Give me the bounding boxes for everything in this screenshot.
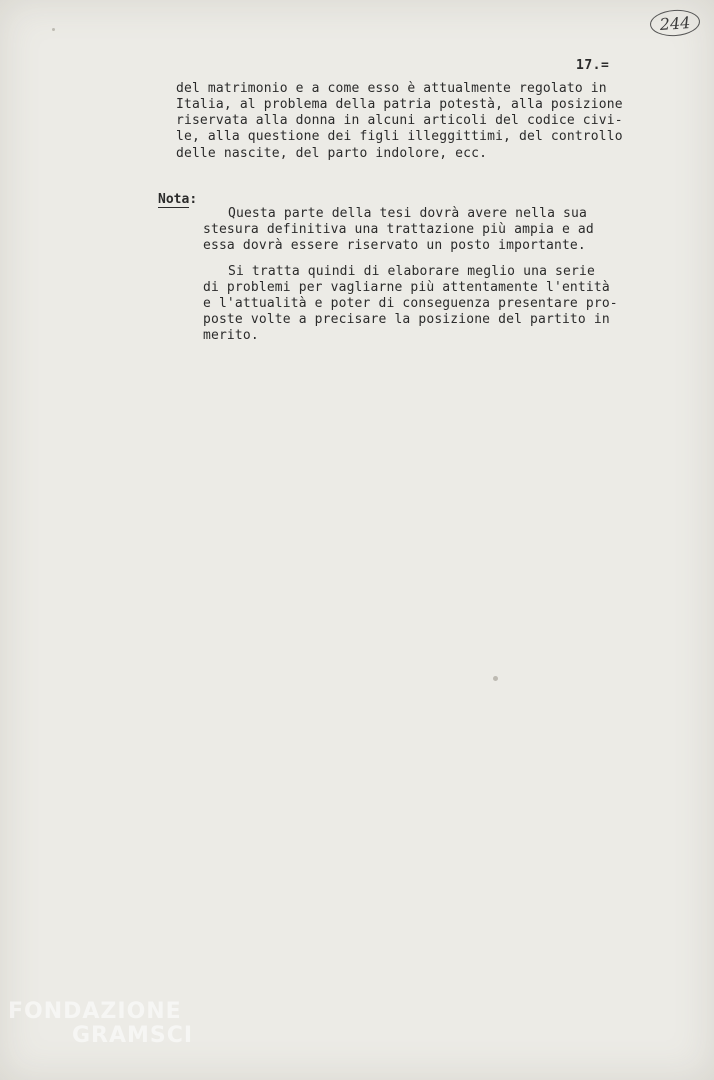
nota-line: stesura definitiva una trattazione più ampia e ad: [203, 222, 594, 237]
nota-heading: [158, 192, 197, 207]
nota-label: Nota: [158, 192, 190, 207]
archive-stamp: 244: [649, 8, 701, 37]
watermark-line: FONDAZIONE: [8, 999, 182, 1024]
nota-line: Si tratta quindi di elaborare meglio una serie: [228, 264, 595, 279]
body-line: delle nascite, del parto indolore, ecc.: [176, 146, 488, 161]
page-number: 17.=: [576, 58, 610, 73]
body-line: le, alla questione dei figli illeggittimi, del controllo: [176, 129, 623, 144]
nota-line: poste volte a precisare la posizione del partito in: [203, 312, 610, 327]
nota-line: merito.: [203, 328, 259, 343]
nota-line: Questa parte della tesi dovrà avere nella sua: [228, 206, 587, 221]
body-line: Italia, al problema della patria potestà, alla posizione: [176, 97, 623, 112]
watermark-logo: [8, 1000, 193, 1048]
nota-line: e l'attualità e poter di conseguenza presentare pro-: [203, 296, 618, 311]
watermark-line: GRAMSCI: [72, 1023, 194, 1048]
paper-speck: [52, 28, 55, 31]
nota-line: essa dovrà essere riservato un posto importante.: [203, 238, 586, 253]
body-line: riservata alla donna in alcuni articoli del codice civi-: [176, 113, 623, 128]
nota-colon: :: [189, 192, 198, 207]
paper-speck: [493, 676, 498, 681]
nota-line: di problemi per vagliarne più attentamente l'entità: [203, 280, 610, 295]
body-line: del matrimonio e a come esso è attualmente regolato in: [176, 81, 607, 96]
